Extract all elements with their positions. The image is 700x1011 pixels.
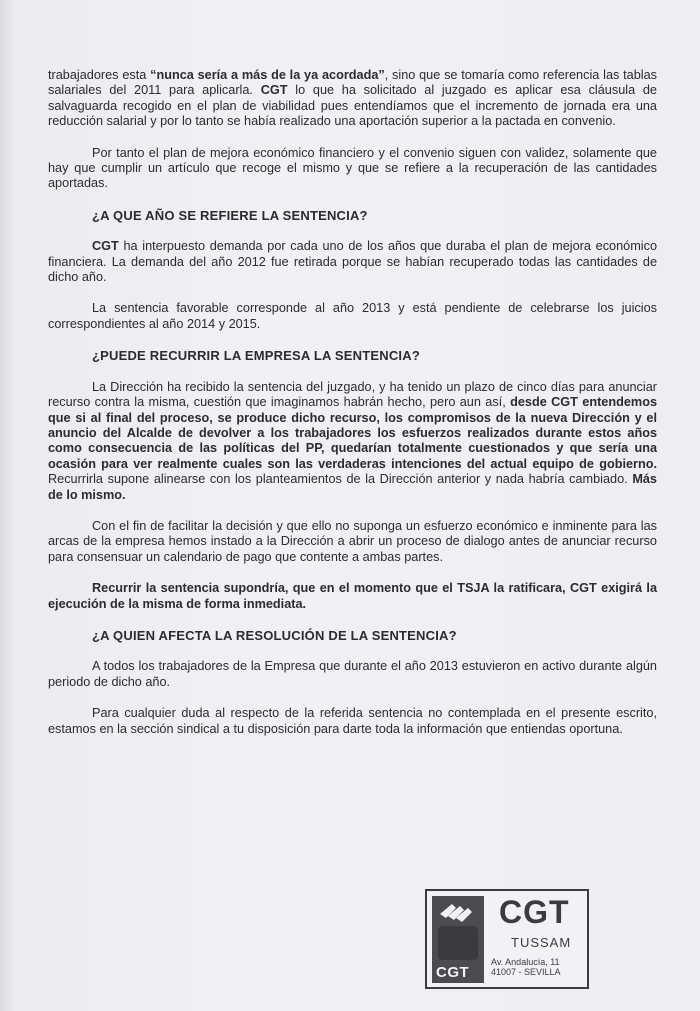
- text-run: ha interpuesto demanda por cada uno de los años que duraba el plan de mejora económico financiera. La demanda del año 2012 fue retirada porque se habían recuperado todas las cantidades de dicho año.: [48, 239, 657, 285]
- section-heading: ¿A QUE AÑO SE REFIERE LA SENTENCIA?: [92, 207, 368, 223]
- text-run: A todos los trabajadores de la Empresa que durante el año 2013 estuvieron en activo durante algún periodo de dicho año.: [48, 659, 657, 689]
- address-line: Av. Andalucía, 11: [491, 957, 560, 967]
- section-heading: ¿PUEDE RECURRIR LA EMPRESA LA SENTENCIA?: [92, 348, 420, 364]
- stamp-brand: CGT: [499, 894, 570, 930]
- bold-text: CGT: [92, 239, 119, 254]
- bold-text: desde CGT entendemos que si al final del proceso, se produce dicho recurso, los compromisos de la nueva Dirección y el anuncio del Alcalde de devolver a los trabajadores los esfuerzos realizados durante estos años como consecuencia de las políticas del PP, quedarían totalmente cuestionados y que sería una ocasión para ver realmente cuales son las verdaderas intenciones del actual equipo de gobierno.: [48, 395, 657, 471]
- text-run: Con el fin de facilitar la decisión y que ello no suponga un esfuerzo económico e inminente para las arcas de la empresa hemos instado a la Dirección a abrir un proceso de dialogo antes de anunciar recurso para consensuar un calendario de pago que contente a ambas partes.: [48, 518, 657, 564]
- text-run: La Dirección ha recibido la sentencia del juzgado, y ha tenido un plazo de cinco días para anunciar recurso contra la misma, cuestión que imaginamos habrán hecho, pero aun así,: [48, 379, 657, 410]
- paragraph: [48, 68, 657, 130]
- text-run: lo que ha solicitado al juzgado es aplicar esa cláusula de salvaguarda recogido en el plan de viabilidad pues entendíamos que el incremento de jornada era una reducción salarial y por lo tanto se había realizado una aportación superior a la pactada en convenio.: [48, 83, 657, 129]
- bold-text: Más de lo mismo.: [48, 472, 657, 502]
- union-stamp: [425, 889, 589, 989]
- text-run: trabajadores esta: [48, 68, 151, 82]
- section-heading: ¿A QUIEN AFECTA LA RESOLUCIÓN DE LA SENTENCIA?: [92, 627, 457, 643]
- text-run: , sino que se tomaría como referencia las tablas salariales del 2011 para aplicarla.: [48, 68, 658, 98]
- paragraph: [48, 301, 657, 332]
- stamp-organization: TUSSAM: [511, 935, 572, 950]
- stamp-address: [491, 957, 561, 977]
- cgt-emblem-icon: [432, 896, 484, 983]
- bold-text: CGT: [260, 83, 288, 98]
- paragraph: [48, 380, 657, 503]
- paragraph: [48, 146, 657, 192]
- text-run: La sentencia favorable corresponde al año 2013 y está pendiente de celebrarse los juicios correspondientes al año 2014 y 2015.: [48, 301, 657, 331]
- text-run: Recurrirla supone alinearse con los planteamientos de la Dirección anterior y nada habría cambiado.: [48, 472, 633, 487]
- paragraph: [48, 581, 657, 612]
- document-body: [48, 68, 657, 753]
- paragraph: [48, 659, 657, 690]
- paragraph: [48, 706, 657, 737]
- address-line: 41007 - SEVILLA: [491, 967, 561, 977]
- text-run: Para cualquier duda al respecto de la referida sentencia no contemplada en el presente escrito, estamos en la sección sindical a tu disposición para darte toda la información que entiendas oportuna.: [48, 706, 657, 736]
- paragraph: [48, 519, 657, 565]
- bold-text: Recurrir la sentencia supondría, que en el momento que el TSJA la ratificara, CGT exigirá la ejecución de la misma de forma inmediata.: [48, 581, 657, 611]
- paragraph: [48, 239, 657, 285]
- text-run: Por tanto el plan de mejora económico financiero y el convenio siguen con validez, solamente que hay que cumplir un artículo que recoge el mismo y que se refiere a la recuperación de las cantidades aportadas.: [48, 145, 657, 191]
- logo-text: CGT: [436, 964, 470, 981]
- bold-text: “nunca sería a más de la ya acordada”: [150, 68, 385, 82]
